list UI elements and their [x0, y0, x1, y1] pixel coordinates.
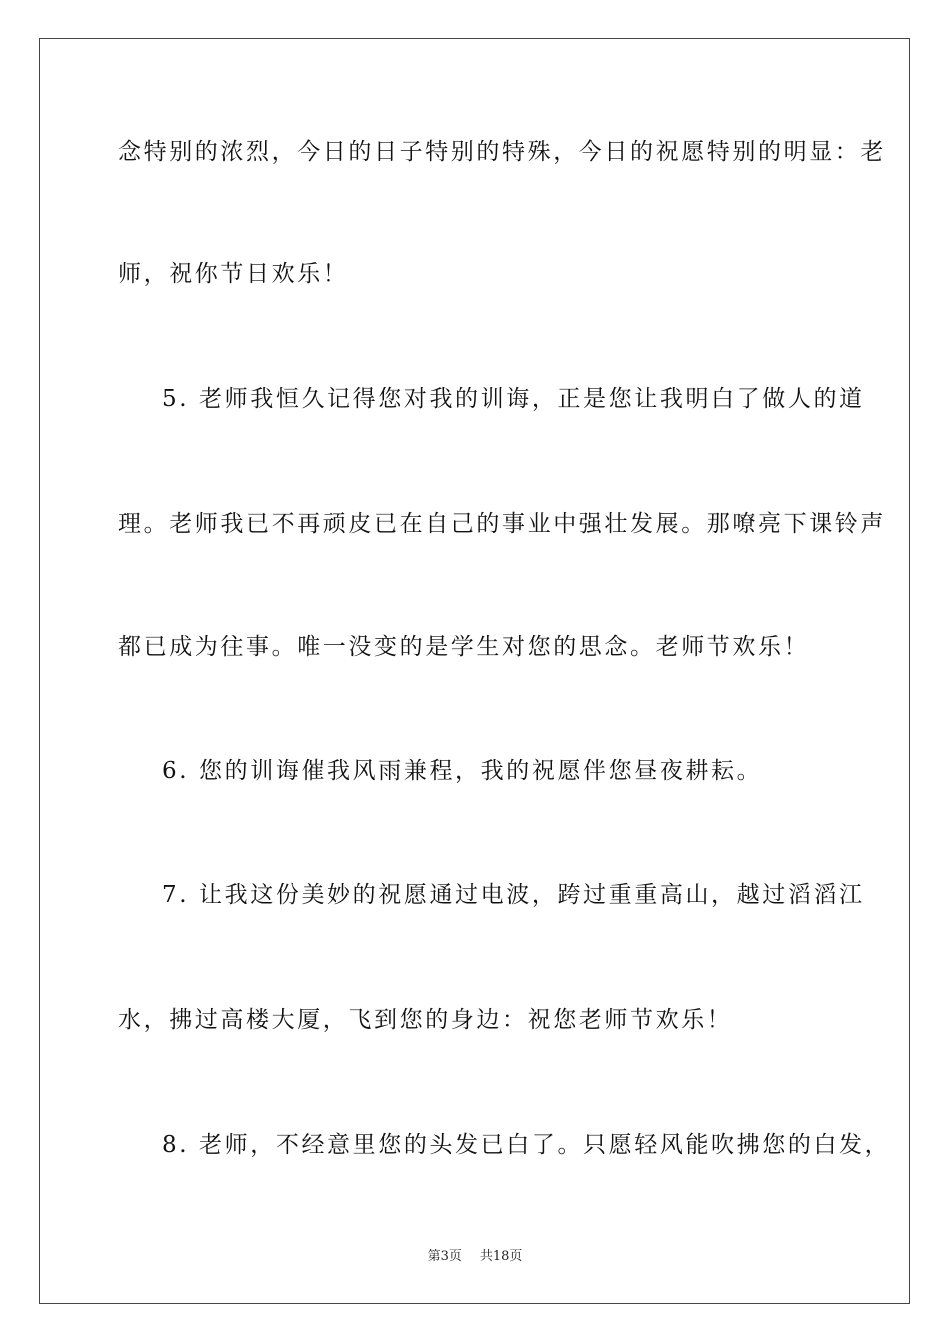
page-total: 共18页: [479, 1249, 523, 1264]
page-footer: [0, 1248, 950, 1266]
paragraph-6: 6. 您的训诲催我风雨兼程，我的祝愿伴您昼夜耕耘。: [162, 758, 763, 784]
text-line: 念特别的浓烈，今日的日子特别的特殊，今日的祝愿特别的明显：老: [118, 139, 886, 165]
paragraph-7-start: 7. 让我这份美妙的祝愿通过电波，跨过重重高山，越过滔滔江: [162, 882, 865, 908]
paragraph-5-start: 5. 老师我恒久记得您对我的训诲，正是您让我明白了做人的道: [162, 386, 865, 412]
paragraph-8-start: 8. 老师，不经意里您的头发已白了。只愿轻风能吹拂您的白发，: [162, 1132, 891, 1158]
text-line: 师，祝你节日欢乐！: [118, 261, 349, 287]
text-line: 理。老师我已不再顽皮已在自己的事业中强壮发展。那嘹亮下课铃声: [118, 511, 886, 537]
text-line: 水，拂过高楼大厦，飞到您的身边：祝您老师节欢乐！: [118, 1007, 733, 1033]
page-number: 第3页: [427, 1249, 462, 1264]
text-line: 都已成为往事。唯一没变的是学生对您的思念。老师节欢乐！: [118, 634, 810, 660]
page-border: [39, 38, 910, 1304]
